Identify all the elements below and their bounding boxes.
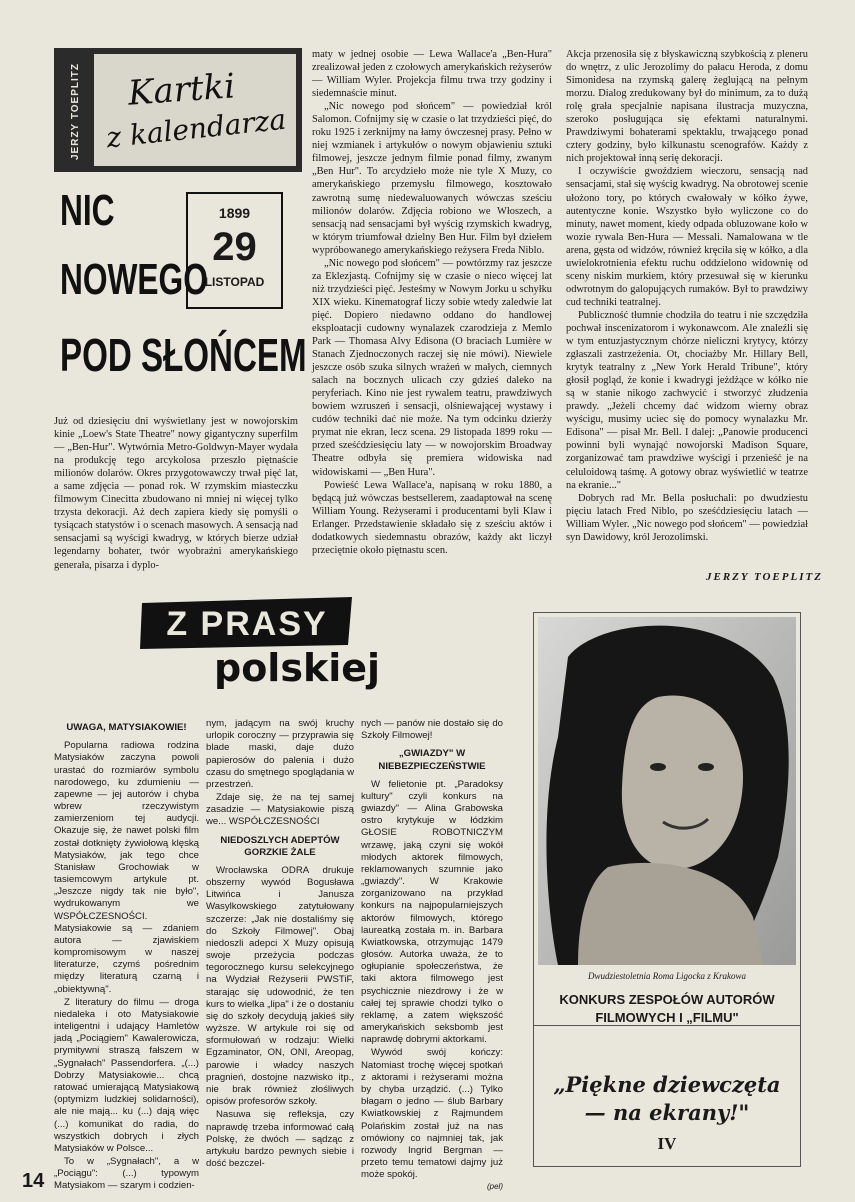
logo-author: JERZY TOEPLITZ bbox=[70, 63, 81, 160]
title-line2: NOWEGO bbox=[60, 255, 208, 304]
date-year: 1899 bbox=[218, 205, 251, 221]
press-para: To w „Sygnałach", a w „Pociągu": (...) typowym Matysiakom — szarym i codzien- bbox=[54, 1156, 199, 1192]
photo-frame bbox=[533, 612, 801, 1026]
press-heading: NIEDOSZLYCH ADEPTÓW GORZKIE ŻALE bbox=[220, 834, 340, 858]
article-para: „Nic nowego pod słońcem" — powiedział król Salomon. Cofnijmy się w czasie o lat trzydzieści pięć, do roku 1925 i zerknijmy na łamy ówczesnej prasy. Pełno w niej wzmianek i artykułów o nowym objawieniu sztuki filmowej, jeszcze jednym filmie ponad filmy, zwanym „Ben Hur". To arcydzieło może nie tyle X Muzy, co amerykańskiego przemysłu filmowego, kosztowało zawrotną sumę niedewaluowanych wówczas sześciu milionów dolarów. Zdjęcia robiono we Włoszech, a sensacją nad sensacjami był wyścig rzymskich kwadryg, w którym triumfował dzielny Ben Hur. Film był dziełem wypróbowanego amerykańskiego reżysera Freda Niblo. bbox=[312, 101, 552, 256]
press-heading: UWAGA, MATYSIAKOWIE! bbox=[66, 722, 187, 733]
article-para: maty w jednej osobie — Lewa Wallace'a „Ben-Hura" zrealizował jeden z czołowych amerykańskich reżyserów — William Wyler. Projekcja filmu trwa trzy godziny i siedemnaście minut. bbox=[312, 49, 552, 100]
date-day: 29 bbox=[212, 225, 257, 269]
title-line1: NIC bbox=[60, 186, 115, 235]
press-para: Z literatury do filmu — droga niedaleka i oto Matysiakowie inteligentni i udający Hamletów jadą „Pociągiem" Kawalerowicza, prymitywni straszą fałszem w „Sygnałach" Passendorfera. „(...) Dobrzy Matysiakowie... chcą ratować umierającą Matysiakową (optymizm ludzkiej solidarności), ale nie mają... ku (...) dają więc (...) komunikat do radia, do wszystkich dobrych i złych Matysiaków w Polsce... bbox=[54, 996, 199, 1154]
column-logo bbox=[54, 48, 302, 172]
article-para: Publiczność tłumnie chodziła do teatru i nie szczędziła pochwał inscenizatorom i wykonawcom. Ale znaleźli się w tym entuzjastycznym chórze nieliczni krytycy, którzy zgłaszali zastrzeżenia. Ot, chociażby Mr. Hillary Bell, krytyk teatralny z „New York Herald Tribune", który głosił pogląd, że konie i kwadrygi jeżdżące w kółko nie są w stanie nikogo zachwycić i stworzyć złudzenia prawdy. „Jeżeli chcemy dać widzom wierny obraz wyścigu, musimy uciec się do pomocy wynalazku Mr. Edisona" — pisał Mr. Bell. I dalej: „Panowie producenci powinni byli wynająć nowojorski Madison Square, zorganizować tam prawdziwe wyścigi i przenieść je na celuloidową taśmę. A gotowy obraz wyświetlić w teatrze na ekranie..." bbox=[566, 309, 808, 491]
press-title-banner bbox=[138, 595, 356, 651]
article-para: Dobrych rad Mr. Bella posłuchali: po dwudziestu pięciu latach Fred Niblo, po sześćdziesięciu latach — William Wyler. „Nic nowego pod słońcem" — powiedział syn Dawidowy, król Jerozolimski. bbox=[566, 492, 808, 543]
press-para: W felietonie pt. „Paradoksy kultury" czyli konkurs na gwiazdy" — Alina Grabowska ostro krytykuje w łódzkim GŁOSIE ROBOTNICZYM wrzawę, jaką czyni się wokół młodych aktorek filmowych, reklamowanych szumnie jako „gwiazdy". W Krakowie zorganizowano na przykład konkurs na najpopularniejszych aktorów filmowych, którego laureatką została m. in. Barbara Kwiatkowska, otrzymując 1479 głosów. Autorka uważa, że to ogłupianie społeczeństwa, że taki aktora filmowego jest psychicznie niezdrowy i że w całej tej sprawie chodzi tylko o reklamę, a zatem większość amerykańskich seksbomb jest naprawdę dobrymi aktorkami. bbox=[361, 778, 503, 1046]
date-box bbox=[186, 192, 283, 309]
article-col1 bbox=[54, 415, 298, 572]
press-para: Wywód swój kończy: Natomiast trochę więcej spotkań z aktorami i reżyserami można by chyba urządzić. (...) Tylko błagam o jedno — ślub Barbary Kwiatkowskiej z Rajmundem Polańskim został już na nas omówiony co najmniej tak, jak rozwody Ingrid Bergman — przeto temu tematowi dajmy już może spokój. bbox=[361, 1047, 503, 1181]
page-number: 14 bbox=[22, 1170, 45, 1192]
press-para: Wrocławska ODRA drukuje obszerny wywód Bogusława Litwińca i Janusza Wasylkowskiego zatytułowany szczerze: „Jak nie dostaliśmy się do Szkoły Filmowej". Obaj niedoszli adepci X Muzy opisują swoje przeżycia podczas tegorocznego kursu selekcyjnego na Wydział Reżyserii PWSTiF, starając się udowodnić, że ten kurs to wielka „lipa" i że o dostaniu się do szkoły decydują jakieś siły wyższe. W artykule roi się od sformułowań w rodzaju: Wielki Egzaminator, ON, ONI, Areopag, parowie i władcy naszych pragnień, dostojne nazwisko itp., nie brak również złośliwych opisów profesorów szkoły. bbox=[206, 864, 354, 1108]
article-para: Akcja przenosiła się z błyskawiczną szybkością z pleneru do wnętrz, z ulic Jerozolimy do pałacu Heroda, z domu Simonidesa na rzymską galerę żeglującą na pełnym morzu. Dialog zredukowany był do minimum, za to dużą rolę grała specjalnie napisana ilustracja muzyczna, szeroko posługująca się efektami naturalnymi. Prawdziwymi bohaterami spektaklu, trwającego ponad cztery godziny, było kilkunastu scenografów. Każdy z nich projektował inną serię dekoracji. bbox=[566, 49, 808, 165]
press-title-line1: Z PRASY bbox=[166, 605, 328, 643]
photo-caption: Dwudziestoletnia Roma Ligocka z Krakowa bbox=[588, 971, 746, 981]
contest-slogan bbox=[534, 1071, 800, 1128]
logo-line1: Kartki bbox=[126, 66, 237, 114]
press-col3 bbox=[361, 718, 503, 1193]
press-title-line2: polskiej bbox=[214, 646, 381, 690]
contest-heading bbox=[534, 991, 800, 1026]
date-month: LISTOPAD bbox=[204, 275, 265, 289]
slogan-line1: „Piękne dziewczęta bbox=[553, 1072, 781, 1097]
title-line3: POD SŁOŃCEM bbox=[60, 329, 307, 381]
contest-box bbox=[533, 1024, 801, 1167]
article-col3 bbox=[566, 48, 808, 544]
press-col2 bbox=[206, 718, 354, 1171]
contest-line1: KONKURS ZESPOŁÓW AUTORÓW bbox=[559, 992, 775, 1007]
press-para: nych — panów nie dostało się do Szkoły Filmowej! bbox=[361, 718, 503, 742]
logo-line2: z kalendarza bbox=[104, 102, 288, 155]
press-para: nym, jadącym na swój kruchy urlopik coroczny — przyprawia się blade maski, daje dużo papierosów do palenia i dużo czasu do smętnego spoglądania w przestrzeń. bbox=[206, 718, 354, 790]
article-col2 bbox=[312, 48, 552, 557]
press-para: Nasuwa się refleksja, czy naprawdę trzeba informować całą Polskę, że dwóch — sądząc z artykułu bardzo pewnych siebie i dość bezczel- bbox=[206, 1109, 354, 1170]
press-signature: (pel) bbox=[486, 1182, 503, 1192]
press-para: Zdaje się, że na tej samej zasadzie — Matysiakowie piszą we... WSPÓŁCZESNOŚCI bbox=[206, 792, 354, 828]
press-para: Popularna radiowa rodzina Matysiaków zaczyna powoli urastać do rozmiarów symbolu narodowego, ku zdumieniu — zapewne — jej autorów i chyba wbrew rzeczywistym zamierzeniom tej audycji. Okazuje się, że nawet polski film został dotknięty żywiołową klęską Matysiaków, jak tego chce Stanisław Grochowiak w tasiemcowym artykule pt. „Jeszcze nigdy tak nie było", wydrukowanym we WSPÓŁCZESNOŚCI. Matysiakowie są — zdaniem autora — zjawiskiem kompromisowym w naszej literaturze, czymś pośrednim między literaturą czarną i „obiektywną". bbox=[54, 740, 199, 995]
article-author: JERZY TOEPLITZ bbox=[706, 571, 823, 583]
press-col1 bbox=[54, 716, 199, 1194]
article-para: I oczywiście gwoździem wieczoru, sensacją nad sensacjami, stał się wyścig kwadryg. Na obrotowej scenie ułożono tory, po których cwałowały w kółko żywe, autentyczne konie. Wszystko było wyliczone co do minuty, nawet moment, kiedy odpada obluzowane koło w wozie rywala Ben-Hura — Messali. Namalowana w tle arena, gęsta od widzów, również kręciła się w kółko, a dla uwielokrotnienia efektu ruchu oddzielono widownię od sceny niskim murkiem, który przesuwał się w kierunku odwrotnym do galopujących rumaków. Był to prawdziwy cud techniki teatralnej. bbox=[566, 166, 808, 308]
article-para: „Nic nowego pod słońcem" — powtórzmy raz jeszcze za Eklezjastą. Cofnijmy się w czasie o nieco więcej lat niż trzydzieści pięć. Jesteśmy w Nowym Jorku u schyłku XIX wieku. Kinematograf liczy sobie wtedy zaledwie lat pięć. Dopiero niedawno oddano do handlowej eksploatacji cudowny wynalazek czarodzieja z Memlo Park — Thomasa Alvy Edisona (O braciach Lumière w Stanach Zjednoczonych raczej się nie mówi). Niewiele jeszcze osób szuka silnych wrażeń w małych, ciemnych salach na bocznych ulicach czy gdzieś daleko na peryferiach. Kino nie jest rywalem teatru, prawdziwych bowiem wzruszeń i sensacji, olśniewającej wystawy i cudów techniki dać nie może. Na tym odcinku dzierży prymat nie ekran, lecz scena. 29 listopada 1899 roku — przed sześćdziesięciu laty — w nowojorskim Broadway Theatre odbyła się premiera widowiska nad widowiskami — „Ben Hura". bbox=[312, 257, 552, 478]
portrait-photo bbox=[538, 617, 796, 965]
article-para: Już od dziesięciu dni wyświetlany jest w nowojorskim kinie „Loew's State Theatre" nowy gigantyczny superfilm — „Ben-Hur". Wytwórnia Metro-Goldwyn-Mayer wydała na produkcję tego arcykolosa przeszło piętnaście milionów dolarów. Okres przygotowawczy trwał pięć lat, a same zdjęcia — ponad rok. W rzymskim miasteczku filmowym Cinecitta zbudowano ni mniej ni więcej tylko trzysta dekoracji. Aż dech zapiera kiedy się pomyśli o tysiącach statystów i o scenach masowych. A sensacją nad sensacjami są wyścigi kwadryg, w których bierze udział legendarny bohater, twór wyobraźni amerykańskiego generała, pisarza i dyplo- bbox=[54, 416, 298, 571]
contest-number: IV bbox=[657, 1134, 677, 1153]
article-para: Powieść Lewa Wallace'a, napisaną w roku 1880, a będącą już wówczas bestsellerem, zaadaptował na scenę William Young. Reżyserami i producentami byli Klaw i Erlanger. Przedstawienie składało się z sześciu aktów i dodatkowych siedemnastu obrazów, każdy akt liczył przeciętnie około piętnastu scen. bbox=[312, 479, 552, 556]
slogan-line2: — na ekrany!" bbox=[584, 1100, 750, 1126]
press-heading: „GWIAZDY" W NIEBEZPIECZEŃSTWIE bbox=[378, 748, 486, 772]
contest-line2: FILMOWYCH I „FILMU" bbox=[595, 1009, 739, 1025]
